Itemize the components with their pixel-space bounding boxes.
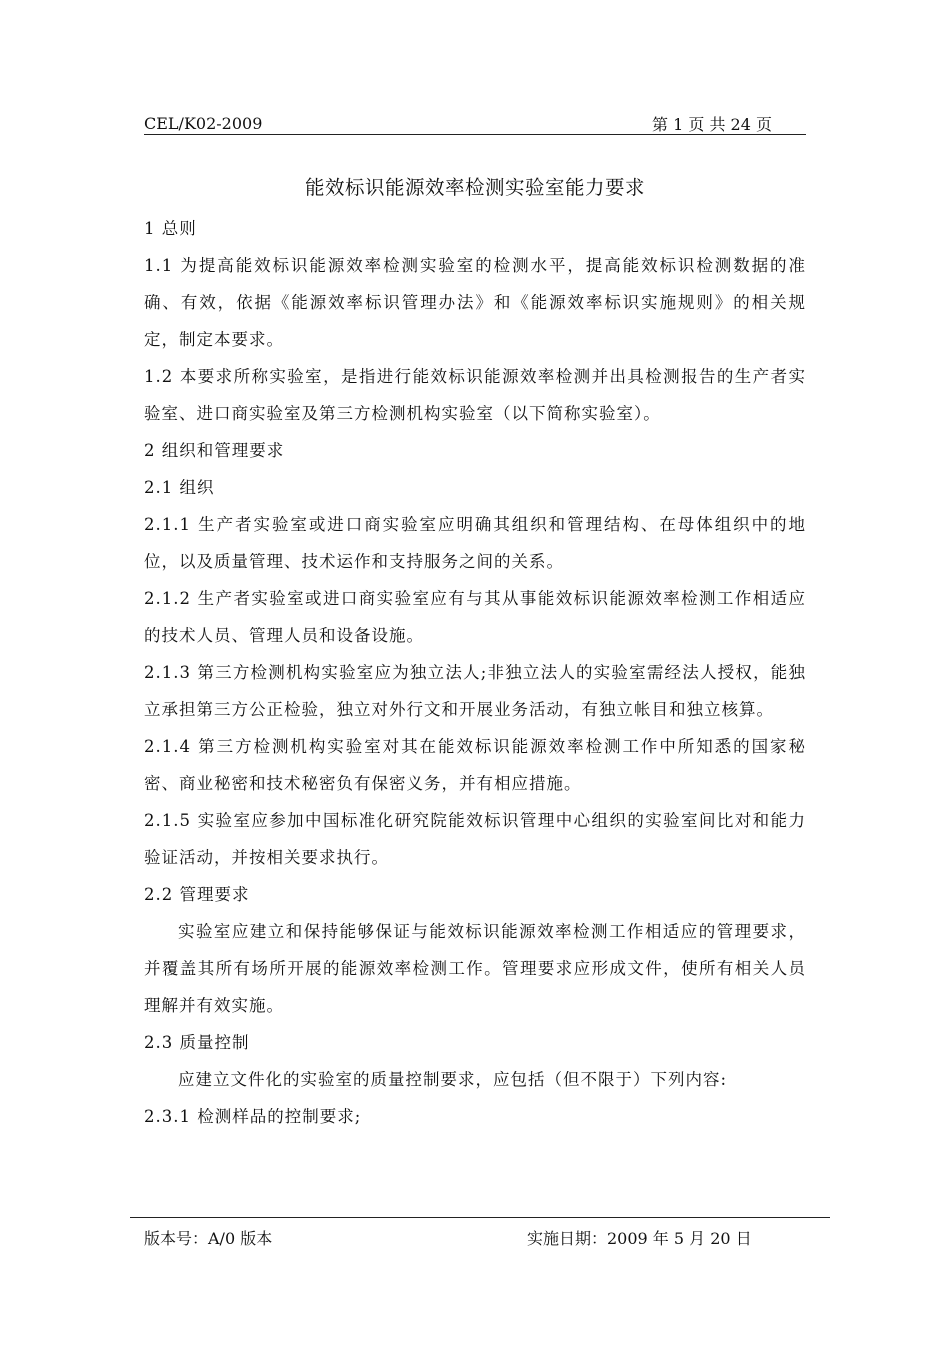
document-code: CEL/K02-2009: [144, 114, 263, 133]
paragraph-1-1: 1.1 为提高能效标识能源效率检测实验室的检测水平，提高能效标识检测数据的准确、有效，依据《能源效率标识管理办法》和《能源效率标识实施规则》的相关规定，制定本要求。: [144, 256, 806, 349]
paragraph-2-2: 实验室应建立和保持能够保证与能效标识能源效率检测工作相适应的管理要求，并覆盖其所有场所开展的能源效率检测工作。管理要求应形成文件，使所有相关人员理解并有效实施。: [144, 922, 806, 1015]
page-header: [144, 110, 806, 134]
paragraph-2-3: 应建立文件化的实验室的质量控制要求，应包括（但不限于）下列内容:: [178, 1070, 728, 1089]
subsection-heading-2-1: 2.1 组织: [144, 478, 215, 497]
subsection-heading-2-2: 2.2 管理要求: [144, 885, 250, 904]
paragraph-2-1-1: 2.1.1 生产者实验室或进口商实验室应明确其组织和管理结构、在母体组织中的地位，以及质量管理、技术运作和支持服务之间的关系。: [144, 515, 806, 571]
version-number: 版本号：A/0 版本: [144, 1229, 273, 1248]
paragraph-2-1-5: 2.1.5 实验室应参加中国标准化研究院能效标识管理中心组织的实验室间比对和能力验证活动，并按相关要求执行。: [144, 811, 806, 867]
document-title: 能效标识能源效率检测实验室能力要求: [304, 176, 645, 199]
paragraph-2-1-4: 2.1.4 第三方检测机构实验室对其在能效标识能源效率检测工作中所知悉的国家秘密、商业秘密和技术秘密负有保密义务，并有相应措施。: [144, 737, 806, 793]
document-body: [144, 210, 806, 1135]
section-heading-1: 1 总则: [144, 219, 197, 238]
subsection-heading-2-3: 2.3 质量控制: [144, 1033, 250, 1052]
page-number: 第 1 页 共 24 页: [652, 115, 772, 134]
effective-date: 实施日期：2009 年 5 月 20 日: [527, 1229, 752, 1248]
paragraph-2-3-1: 2.3.1 检测样品的控制要求;: [144, 1107, 362, 1126]
paragraph-2-1-3: 2.1.3 第三方检测机构实验室应为独立法人;非独立法人的实验室需经法人授权，能独立承担第三方公正检验，独立对外行文和开展业务活动，有独立帐目和独立核算。: [144, 663, 806, 719]
section-heading-2: 2 组织和管理要求: [144, 441, 285, 460]
header-divider: [144, 134, 806, 135]
footer-divider: [130, 1217, 830, 1218]
paragraph-2-1-2: 2.1.2 生产者实验室或进口商实验室应有与其从事能效标识能源效率检测工作相适应的技术人员、管理人员和设备设施。: [144, 589, 806, 645]
paragraph-1-2: 1.2 本要求所称实验室，是指进行能效标识能源效率检测并出具检测报告的生产者实验室、进口商实验室及第三方检测机构实验室（以下简称实验室）。: [144, 367, 806, 423]
